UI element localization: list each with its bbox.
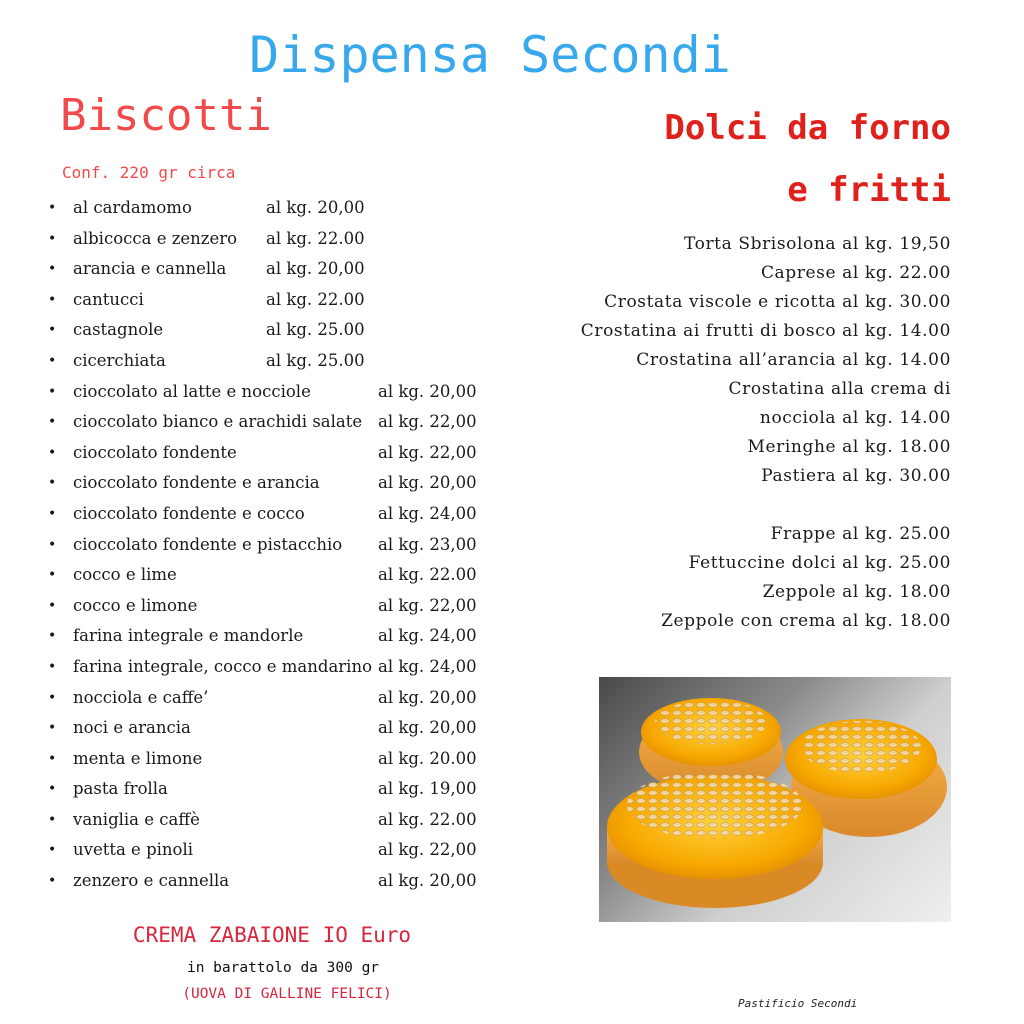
biscotti-item-name: cicerchiata <box>73 350 166 370</box>
dolci-item: Pastiera al kg. 30.00 <box>761 466 951 486</box>
biscotti-item-name: vaniglia e caffè <box>73 809 200 829</box>
bullet-icon: • <box>48 505 57 522</box>
biscotti-item-name: uvetta e pinoli <box>73 840 194 860</box>
crema-eggs-note: (UOVA DI GALLINE FELICI) <box>182 986 392 1002</box>
biscotti-item-price: al kg. 19,00 <box>378 779 477 799</box>
dolci-item: Crostatina ai frutti di bosco al kg. 14.00 <box>580 321 951 341</box>
dolci-heading-line2: e fritti <box>787 170 951 210</box>
biscotti-item-name: al cardamomo <box>73 198 192 217</box>
biscotti-item-price: al kg. 22,00 <box>378 840 477 860</box>
biscotti-item-name: menta e limone <box>73 748 203 768</box>
bullet-icon: • <box>48 720 57 737</box>
tarts-illustration <box>599 677 951 922</box>
bullet-icon: • <box>48 597 57 614</box>
biscotti-item-name: cioccolato fondente e arancia <box>73 473 320 493</box>
bullet-icon: • <box>48 567 57 584</box>
biscotti-item-price: al kg. 20,00 <box>266 198 365 217</box>
page-title: Dispensa Secondi <box>249 26 731 84</box>
biscotti-item-name: cocco e limone <box>73 595 198 615</box>
bullet-icon: • <box>48 291 57 308</box>
biscotti-item-name: castagnole <box>73 320 164 340</box>
biscotti-item-name: cioccolato fondente e cocco <box>73 503 305 523</box>
biscotti-item-price: al kg. 24,00 <box>378 626 477 646</box>
fritti-item: Fettuccine dolci al kg. 25.00 <box>688 553 951 573</box>
biscotti-item-price: al kg. 20,00 <box>378 473 477 493</box>
biscotti-item-name: zenzero e cannella <box>73 871 230 891</box>
bullet-icon: • <box>48 444 57 461</box>
dolci-item: Crostatina all’arancia al kg. 14.00 <box>636 350 951 370</box>
dolci-item: Crostatina alla crema di <box>728 379 951 399</box>
bullet-icon: • <box>48 261 57 278</box>
biscotti-heading: Biscotti <box>60 90 272 141</box>
biscotti-item-name: cioccolato fondente <box>73 442 237 462</box>
biscotti-item-price: al kg. 23,00 <box>378 534 477 554</box>
biscotti-item-price: al kg. 20,00 <box>378 871 477 891</box>
bullet-icon: • <box>48 230 57 247</box>
bullet-icon: • <box>48 322 57 339</box>
biscotti-item-name: farina integrale e mandorle <box>73 626 304 646</box>
biscotti-item-price: al kg. 20,00 <box>378 381 477 401</box>
bullet-icon: • <box>48 811 57 828</box>
biscotti-item-name: arancia e cannella <box>73 259 227 279</box>
biscotti-item-name: nocciola e caffe’ <box>73 687 209 707</box>
biscotti-item-price: al kg. 20,00 <box>378 687 477 707</box>
fritti-item: Frappe al kg. 25.00 <box>770 524 951 544</box>
bullet-icon: • <box>48 750 57 767</box>
bullet-icon: • <box>48 781 57 798</box>
biscotti-item-price: al kg. 25.00 <box>266 320 365 340</box>
biscotti-item-price: al kg. 22.00 <box>378 565 477 585</box>
bullet-icon: • <box>48 352 57 369</box>
signature: Pastificio Secondi <box>738 997 858 1010</box>
biscotti-item-price: al kg. 24,00 <box>378 503 477 523</box>
biscotti-item-name: noci e arancia <box>73 718 191 738</box>
biscotti-item-price: al kg. 20,00 <box>266 259 365 279</box>
dolci-item: Caprese al kg. 22.00 <box>760 263 951 283</box>
biscotti-item-name: cantucci <box>73 289 144 309</box>
biscotti-item-price: al kg. 22.00 <box>266 289 365 309</box>
biscotti-item-name: cocco e lime <box>73 565 177 585</box>
tarts-photo <box>599 677 951 922</box>
bullet-icon: • <box>48 873 57 890</box>
bullet-icon: • <box>48 414 57 431</box>
dolci-list <box>581 230 951 636</box>
biscotti-item-price: al kg. 25.00 <box>266 350 365 370</box>
biscotti-item-name: cioccolato al latte e nocciole <box>73 381 311 401</box>
biscotti-item-price: al kg. 22.00 <box>266 228 365 248</box>
bullet-icon: • <box>48 383 57 400</box>
biscotti-item-name: cioccolato bianco e arachidi salate <box>73 412 363 432</box>
fritti-item: Zeppole con crema al kg. 18.00 <box>661 611 951 631</box>
bullet-icon: • <box>48 658 57 675</box>
dolci-item: nocciola al kg. 14.00 <box>759 408 951 428</box>
bullet-icon: • <box>48 842 57 859</box>
crema-jar-size: in barattolo da 300 gr <box>186 960 380 976</box>
biscotti-item-name: albicocca e zenzero <box>73 228 238 248</box>
biscotti-item-price: al kg. 22,00 <box>378 595 477 615</box>
dolci-item: Torta Sbrisolona al kg. 19,50 <box>684 234 951 254</box>
bullet-icon: • <box>48 536 57 553</box>
dolci-heading-line1: Dolci da forno <box>664 108 951 148</box>
biscotti-item-name: farina integrale, cocco e mandarino <box>73 656 373 676</box>
biscotti-item-price: al kg. 24,00 <box>378 656 477 676</box>
dolci-item: Crostata viscole e ricotta al kg. 30.00 <box>604 292 951 312</box>
crema-zabaione-title: CREMA ZABAIONE IO Euro <box>132 923 412 947</box>
biscotti-item-price: al kg. 20.00 <box>378 748 477 768</box>
biscotti-item-name: pasta frolla <box>73 779 168 799</box>
bullet-icon: • <box>48 689 57 706</box>
biscotti-item-price: al kg. 22,00 <box>378 442 477 462</box>
biscotti-item-price: al kg. 20,00 <box>378 718 477 738</box>
bullet-icon: • <box>48 200 57 216</box>
biscotti-item-name: cioccolato fondente e pistacchio <box>73 534 343 554</box>
dolci-item: Meringhe al kg. 18.00 <box>747 437 951 457</box>
biscotti-item-price: al kg. 22,00 <box>378 412 477 432</box>
biscotti-package-size: Conf. 220 gr circa <box>62 163 236 182</box>
fritti-item: Zeppole al kg. 18.00 <box>762 582 951 602</box>
bullet-icon: • <box>48 628 57 645</box>
biscotti-item-price: al kg. 22.00 <box>378 809 477 829</box>
bullet-icon: • <box>48 475 57 492</box>
dolci-spacer <box>581 491 951 520</box>
